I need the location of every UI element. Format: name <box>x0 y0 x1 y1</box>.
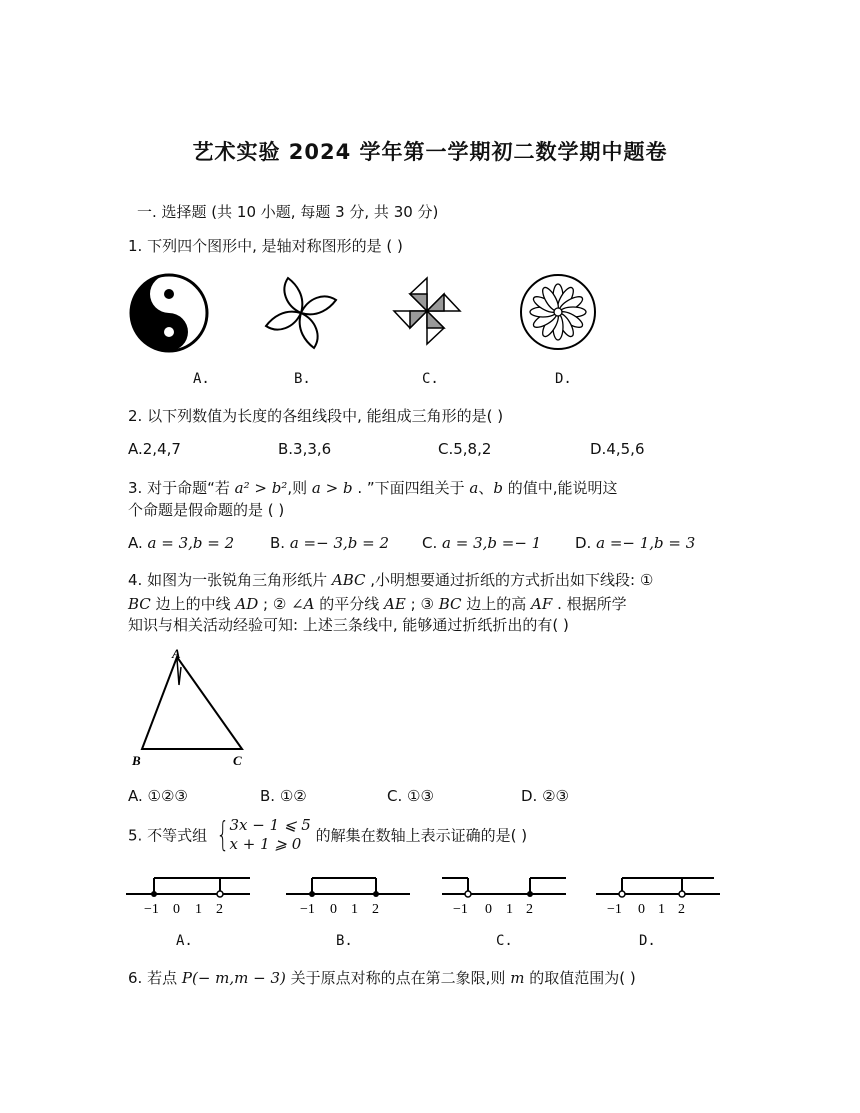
q4-option-a: A. ①②③ <box>128 787 188 805</box>
q3-math-3: a <box>469 479 479 497</box>
number-line-c <box>440 866 570 918</box>
q4-text-7: 边上的高 <box>466 595 527 613</box>
q4-math-af: AF <box>531 595 553 613</box>
option-a-label: A. <box>193 371 210 387</box>
q4-text-2: ,小明想要通过折纸的方式折出如下线段: ① <box>370 571 654 589</box>
q2-option-b: B.3,3,6 <box>278 440 332 458</box>
yin-yang-figure <box>128 272 210 354</box>
axis-b-tick-2: 2 <box>372 902 379 917</box>
q6-text-1: 6. 若点 <box>128 969 178 987</box>
question-1-stem: 1. 下列四个图形中, 是轴对称图形的是 ( ) <box>128 237 403 255</box>
q3-option-d-label: D. <box>575 534 592 552</box>
q3-option-d-math: a =− 1,b = 3 <box>596 534 696 552</box>
option-d-label: D. <box>555 371 572 387</box>
swirl-figure <box>258 270 344 356</box>
q4-text-8: . 根据所学 <box>557 595 627 613</box>
q2-option-d: D.4,5,6 <box>590 440 645 458</box>
inequality-2: x + 1 ⩾ 0 <box>229 835 302 853</box>
q3-option-b-math: a =− 3,b = 2 <box>289 534 390 552</box>
inequality-system <box>230 816 311 854</box>
section-heading: 一. 选择题 (共 10 小题, 每题 3 分, 共 30 分) <box>137 203 439 221</box>
question-4-line-1 <box>128 569 653 590</box>
axis-c-tick-0: 0 <box>485 902 492 917</box>
number-line-d <box>594 866 724 918</box>
q3-option-c <box>422 534 541 552</box>
number-line-a <box>124 866 254 918</box>
q2-option-a: A.2,4,7 <box>128 440 181 458</box>
pinwheel-figure <box>388 272 466 350</box>
q6-text-3: 的取值范围为( ) <box>529 969 636 987</box>
q4-math-bc: BC <box>128 595 151 613</box>
q4-math-ad: AD <box>235 595 259 613</box>
flower-circle-figure <box>518 272 598 352</box>
q6-text-2: 关于原点对称的点在第二象限,则 <box>290 969 506 987</box>
q3-option-b-label: B. <box>270 534 286 552</box>
q6-math-point: P(− m,m − 3) <box>181 969 286 987</box>
question-5-stem <box>128 816 527 854</box>
axis-c-tick-1: 1 <box>506 902 513 917</box>
question-4-line-2 <box>128 593 627 614</box>
q3-text-2: ,则 <box>287 479 308 497</box>
q4-math-angle-a: ∠A <box>291 595 315 613</box>
q4-math-bc-2: BC <box>438 595 462 613</box>
q3-math-4: b <box>493 479 503 497</box>
q6-math-m: m <box>510 969 525 987</box>
question-2-stem: 2. 以下列数值为长度的各组线段中, 能组成三角形的是( ) <box>128 407 504 425</box>
q3-option-a-label: A. <box>128 534 143 552</box>
q4-text-3: 边上的中线 <box>155 595 231 613</box>
q4-math-ae: AE <box>384 595 406 613</box>
number-line-b <box>284 866 414 918</box>
question-3-line-2: 个命题是假命题的是 ( ) <box>128 501 285 519</box>
axis-b-tick-1: 1 <box>351 902 358 917</box>
q5-option-b: B. <box>336 933 353 949</box>
q5-option-c: C. <box>496 933 513 949</box>
q3-text-1: 3. 对于命题“若 <box>128 479 230 497</box>
axis-a-tick-2: 2 <box>216 902 223 917</box>
q5-option-d: D. <box>639 933 656 949</box>
axis-c-tick-2: 2 <box>526 902 533 917</box>
q3-option-d <box>575 534 695 552</box>
q3-text-4: 、 <box>478 479 494 497</box>
axis-a-tick-1: 1 <box>195 902 202 917</box>
triangle-label-a: A <box>172 646 181 661</box>
q3-text-5: 的值中,能说明这 <box>507 479 618 497</box>
axis-c-tick-neg1: −1 <box>453 902 468 917</box>
q4-text-5: 的平分线 <box>319 595 380 613</box>
q3-math-2: a > b <box>311 479 353 497</box>
q3-math-1: a² > b² <box>234 479 288 497</box>
q3-option-a-math: a = 3,b = 2 <box>147 534 235 552</box>
axis-d-tick-0: 0 <box>638 902 645 917</box>
q4-option-c: C. ①③ <box>387 787 434 805</box>
q4-text-6: ; ③ <box>410 595 434 613</box>
triangle-label-b: B <box>132 753 141 768</box>
q4-text-1: 4. 如图为一张锐角三角形纸片 <box>128 571 328 589</box>
triangle-label-c: C <box>233 753 242 768</box>
q2-option-c: C.5,8,2 <box>438 440 492 458</box>
option-c-label: C. <box>422 371 439 387</box>
q4-option-b: B. ①② <box>260 787 307 805</box>
q3-option-c-label: C. <box>422 534 438 552</box>
q5-text-1: 5. 不等式组 <box>128 826 208 845</box>
axis-d-tick-2: 2 <box>678 902 685 917</box>
inequality-1: 3x − 1 ⩽ 5 <box>229 816 311 834</box>
q5-option-a: A. <box>176 933 193 949</box>
axis-d-tick-neg1: −1 <box>607 902 622 917</box>
question-4-line-3: 知识与相关活动经验可知: 上述三条线中, 能够通过折纸折出的有( ) <box>128 616 569 634</box>
axis-d-tick-1: 1 <box>658 902 665 917</box>
q3-option-b <box>270 534 389 552</box>
q5-text-2: 的解集在数轴上表示证确的是( ) <box>315 826 528 845</box>
q4-option-d: D. ②③ <box>521 787 569 805</box>
axis-a-tick-0: 0 <box>173 902 180 917</box>
axis-a-tick-neg1: −1 <box>144 902 159 917</box>
axis-b-tick-0: 0 <box>330 902 337 917</box>
option-b-label: B. <box>294 371 311 387</box>
axis-b-tick-neg1: −1 <box>300 902 315 917</box>
q3-option-c-math: a = 3,b =− 1 <box>442 534 542 552</box>
system-brace: { <box>216 815 230 855</box>
q3-option-a <box>128 534 234 552</box>
question-6-stem <box>128 967 636 988</box>
q3-text-3: . ”下面四组关于 <box>357 479 465 497</box>
q4-text-4: ; ② <box>263 595 287 613</box>
triangle-figure <box>125 645 255 770</box>
question-3-stem <box>128 477 618 498</box>
page-title: 艺术实验 2024 学年第一学期初二数学期中题卷 <box>192 140 668 164</box>
q4-math-abc: ABC <box>331 571 366 589</box>
